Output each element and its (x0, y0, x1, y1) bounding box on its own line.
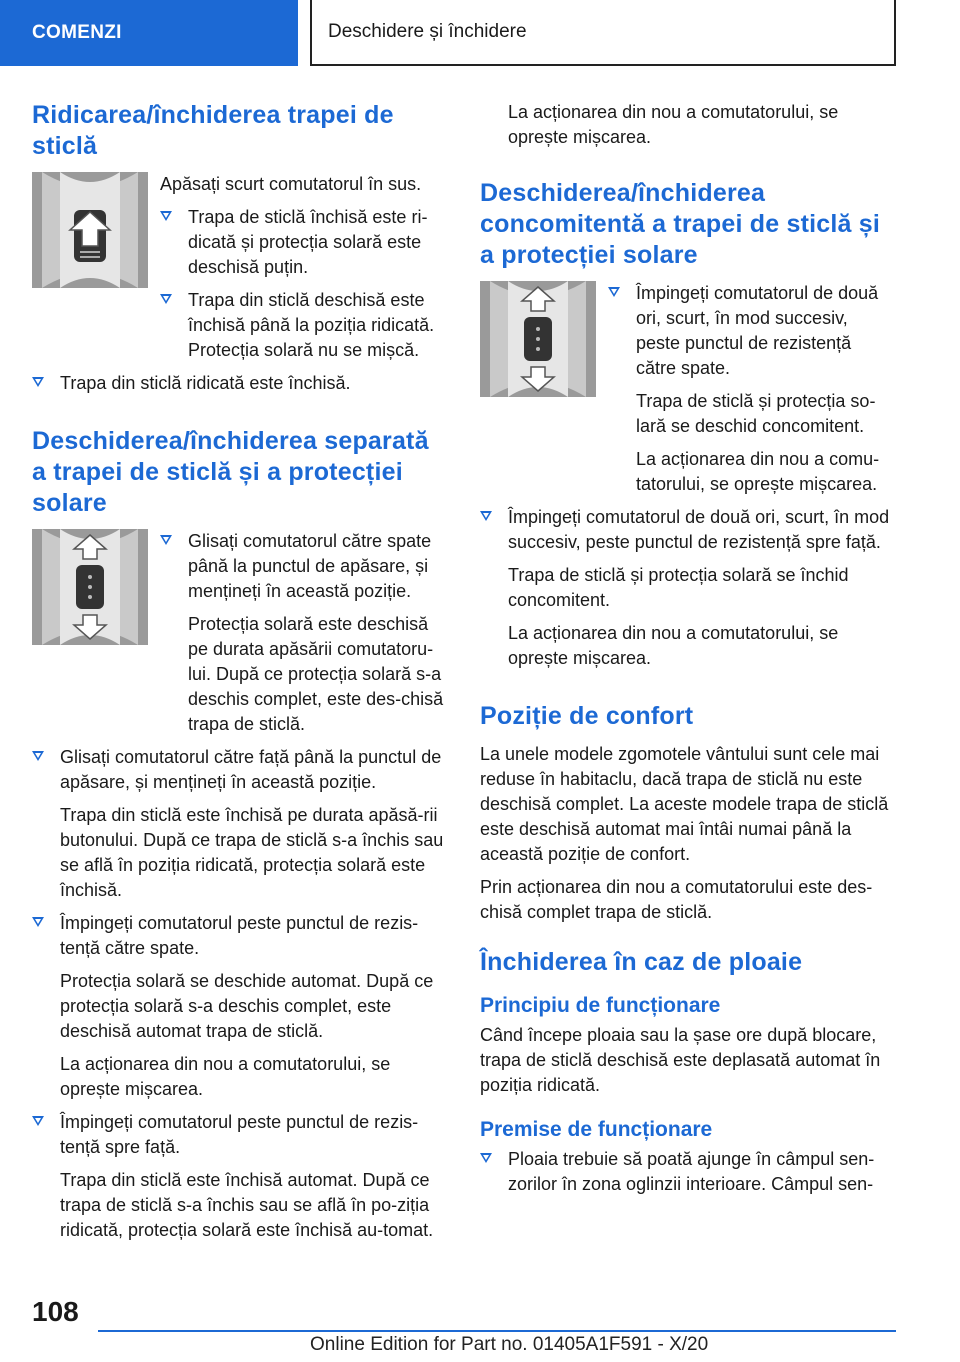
figure-block-concurrent (480, 281, 896, 497)
heading-rain-close: Închiderea în caz de ploaie (480, 948, 803, 976)
list-item (32, 371, 448, 396)
section-label: COMENZI (32, 22, 122, 43)
subheading-principle: Principiu de funcționare (480, 994, 721, 1017)
bullet-text: Ploaia trebuie să poată ajunge în câmpul sen-zorilor în zona oglinzii interioare. Câmpul sen- (508, 1149, 875, 1194)
list-item (608, 281, 896, 381)
triangle-bullet-icon (160, 294, 172, 304)
switch-up-illustration (32, 172, 148, 288)
paragraph: Prin acționarea din nou a comutatorului este des-chisă complet trapa de sticlă. (480, 877, 873, 922)
bullet-subtext: Protecția solară este deschisă pe durata apăsării comutatoru-lui. După ce protecția solară s-a deschis complet, este des-chisă trapa de sticlă. (188, 614, 444, 734)
bullet-text: Trapa de sticlă închisă este ri-dicată și protecția solară este deschisă puțin. (188, 207, 428, 277)
bullet-subtext: Trapa de sticlă și protecția so-lară se deschid concomitent. (636, 391, 876, 436)
triangle-bullet-icon (32, 917, 44, 927)
bullet-text: Trapa din sticlă ridicată este închisă. (60, 373, 351, 393)
triangle-bullet-icon (32, 751, 44, 761)
paragraph: Când începe ploaia sau la șase ore după blocare, trapa de sticlă deschisă este deplasată automat în poziția ridicată. (480, 1025, 881, 1095)
chapter-tab (310, 0, 896, 66)
list-item (160, 288, 448, 363)
triangle-bullet-icon (32, 377, 44, 387)
triangle-bullet-icon (160, 535, 172, 545)
intro-text: Apăsați scurt comutatorul în sus. (160, 174, 422, 194)
bullet-subtext: Protecția solară se deschide automat. După ce protecția solară s-a deschis complet, este deschisă automat trapa de sticlă. (60, 971, 434, 1041)
page-number: 108 (32, 1296, 79, 1327)
list-item (32, 1110, 448, 1160)
list-item (160, 205, 448, 280)
triangle-bullet-icon (480, 1153, 492, 1163)
footer-edition: Online Edition for Part no. 01405A1F591 - X/20 (310, 1334, 709, 1355)
bullet-subtext: Trapa din sticlă este închisă automat. După ce trapa de sticlă s-a închis sau se află în po-ziția ridicată, protecția solară este închisă au-tomat. (60, 1170, 434, 1240)
list-item (480, 505, 896, 555)
heading-separate: Deschiderea/închiderea separată a trapei de sticlă și a protecției solare (32, 427, 429, 517)
triangle-bullet-icon (32, 1116, 44, 1126)
paragraph: La unele modele zgomotele vântului sunt cele mai reduse în habitaclu, dacă trapa de sticlă nu este deschisă complet. La aceste modele trapa de sticlă este deschisă automat mai întâi numai până la această poziție de confort. (480, 744, 889, 864)
bullet-subtext: La acționarea din nou a comutatorului, se oprește mișcarea. (60, 1054, 391, 1099)
bullet-text: Glisați comutatorul către spate până la punctul de apăsare, și mențineți în această poziție. (188, 531, 432, 601)
bullet-text: Trapa din sticlă deschisă este închisă până la poziția ridicată. Protecția solară nu se mișcă. (188, 290, 435, 360)
bullet-text: Împingeți comutatorul peste punctul de rezis-tență către spate. (60, 913, 419, 958)
left-column (32, 100, 448, 1251)
switch-updown-illustration (32, 529, 148, 645)
list-item (32, 911, 448, 961)
bullet-text: Glisați comutatorul către față până la punctul de apăsare, și mențineți în această poziție. (60, 747, 442, 792)
heading-concurrent: Deschiderea/închiderea concomitentă a trapei de sticlă și a protecției solare (480, 179, 880, 269)
footer-divider (98, 1330, 896, 1332)
bullet-text: Împingeți comutatorul peste punctul de rezis-tență spre față. (60, 1112, 419, 1157)
bullet-subtext: Trapa de sticlă și protecția solară se închid concomitent. (508, 565, 849, 610)
heading-raise-close: Ridicarea/închiderea trapei de sticlă (32, 101, 394, 160)
switch-double-illustration (480, 281, 596, 397)
subheading-prerequisites: Premise de funcționare (480, 1118, 713, 1141)
bullet-subtext: Trapa din sticlă este închisă pe durata apăsă-rii butonului. După ce trapa de sticlă s-a închis sau se află în poziția ridicată, protecția solară este închisă. (60, 805, 444, 900)
triangle-bullet-icon (480, 511, 492, 521)
bullet-subtext: La acționarea din nou a comutatorului, se oprește mișcarea. (508, 623, 839, 668)
section-tab (0, 0, 298, 66)
continued-text: La acționarea din nou a comutatorului, se oprește mișcarea. (508, 102, 839, 147)
bullet-text: Împingeți comutatorul de două ori, scurt, în mod succesiv, peste punctul de rezistență către spate. (636, 283, 879, 378)
list-item (160, 529, 448, 604)
list-item (32, 745, 448, 795)
right-column (480, 100, 896, 1205)
triangle-bullet-icon (608, 287, 620, 297)
bullet-subtext: La acționarea din nou a comu-tatorului, se oprește mișcarea. (636, 449, 880, 494)
figure-block-raise (32, 172, 448, 363)
bullet-text: Împingeți comutatorul de două ori, scurt, în mod succesiv, peste punctul de rezistență spre față. (508, 507, 890, 552)
heading-comfort: Poziție de confort (480, 702, 694, 730)
chapter-label: Deschidere și închidere (328, 21, 527, 42)
triangle-bullet-icon (160, 211, 172, 221)
list-item (480, 1147, 896, 1197)
figure-block-separate (32, 529, 448, 737)
